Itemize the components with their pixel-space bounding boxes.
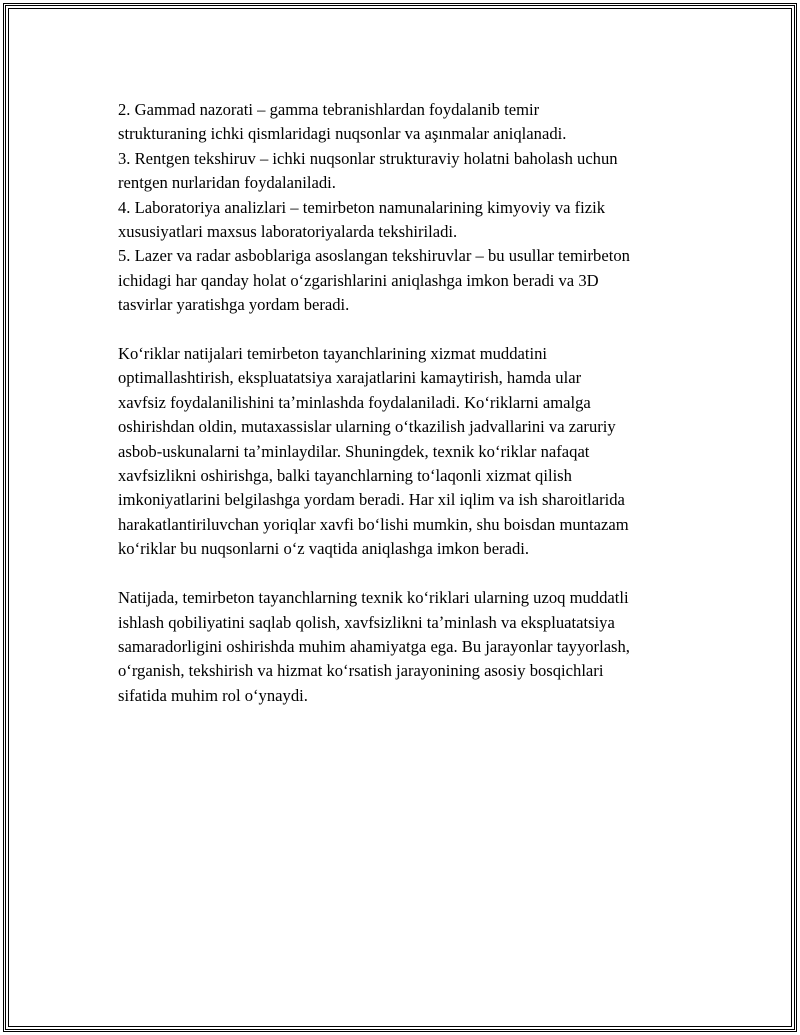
paragraph-line: ishlash qobiliyatini saqlab qolish, xavfsizlikni taʼminlash va ekspluatatsiya <box>118 612 615 632</box>
paragraph-line: harakatlantiriluvchan yoriqlar xavfi boʻlishi mumkin, shu boisdan muntazam <box>118 514 629 534</box>
paragraph-line: samaradorligini oshirishda muhim ahamiyatga ega. Bu jarayonlar tayyorlash, <box>118 636 630 656</box>
paragraph-line: oʻrganish, tekshirish va hizmat koʻrsatish jarayonining asosiy bosqichlari <box>118 661 604 681</box>
list-item-2 <box>118 98 708 147</box>
paragraph-conclusion <box>118 586 708 708</box>
list-item-3 <box>118 147 708 196</box>
paragraph-line: xavfsizlikni oshirishga, balki tayanchlarning toʻlaqonli xizmat qilish <box>118 466 572 486</box>
list-item-line: 4. Laboratoriya analizlari – temirbeton namunalarining kimyoviy va fizik <box>118 197 606 217</box>
paragraph-line: Natijada, temirbeton tayanchlarning texnik koʻriklari ularning uzoq muddatli <box>118 588 629 608</box>
paragraph-spacer <box>118 318 708 342</box>
document-body <box>118 98 708 708</box>
paragraph-line: sifatida muhim rol oʻynaydi. <box>118 685 308 705</box>
list-item-line: 5. Lazer va radar asboblariga asoslangan tekshiruvlar – bu usullar temirbeton <box>118 246 630 266</box>
paragraph-inspection-results <box>118 342 708 562</box>
paragraph-line: Koʻriklar natijalari temirbeton tayanchlarining xizmat muddatini <box>118 344 547 364</box>
list-item-line: xususiyatlari maxsus laboratoriyalarda tekshiriladi. <box>118 222 458 242</box>
list-item-line: tasvirlar yaratishga yordam beradi. <box>118 295 350 315</box>
paragraph-line: imkoniyatlarini belgilashga yordam beradi. Har xil iqlim va ish sharoitlarida <box>118 490 625 510</box>
paragraph-spacer <box>118 562 708 586</box>
list-item-line: strukturaning ichki qismlaridagi nuqsonlar va aşınmalar aniqlanadi. <box>118 124 567 144</box>
document-page <box>3 3 797 1032</box>
list-item-5 <box>118 244 708 317</box>
paragraph-line: asbob-uskunalarni taʼminlaydilar. Shuningdek, texnik koʻriklar nafaqat <box>118 441 590 461</box>
list-item-4 <box>118 196 708 245</box>
paragraph-line: koʻriklar bu nuqsonlarni oʻz vaqtida aniqlashga imkon beradi. <box>118 539 530 559</box>
list-item-line: 2. Gammad nazorati – gamma tebranishlardan foydalanib temir <box>118 100 540 119</box>
paragraph-line: xavfsiz foydalanilishini taʼminlashda foydalaniladi. Koʻriklarni amalga <box>118 392 591 412</box>
paragraph-line: optimallashtirish, ekspluatatsiya xarajatlarini kamaytirish, hamda ular <box>118 368 582 388</box>
list-item-line: 3. Rentgen tekshiruv – ichki nuqsonlar strukturaviy holatni baholash uchun <box>118 148 618 168</box>
paragraph-line: oshirishdan oldin, mutaxassislar ularning oʻtkazilish jadvallarini va zaruriy <box>118 417 616 437</box>
list-item-line: rentgen nurlaridan foydalaniladi. <box>118 173 336 193</box>
list-item-line: ichidagi har qanday holat oʻzgarishlarini aniqlashga imkon beradi va 3D <box>118 270 599 290</box>
